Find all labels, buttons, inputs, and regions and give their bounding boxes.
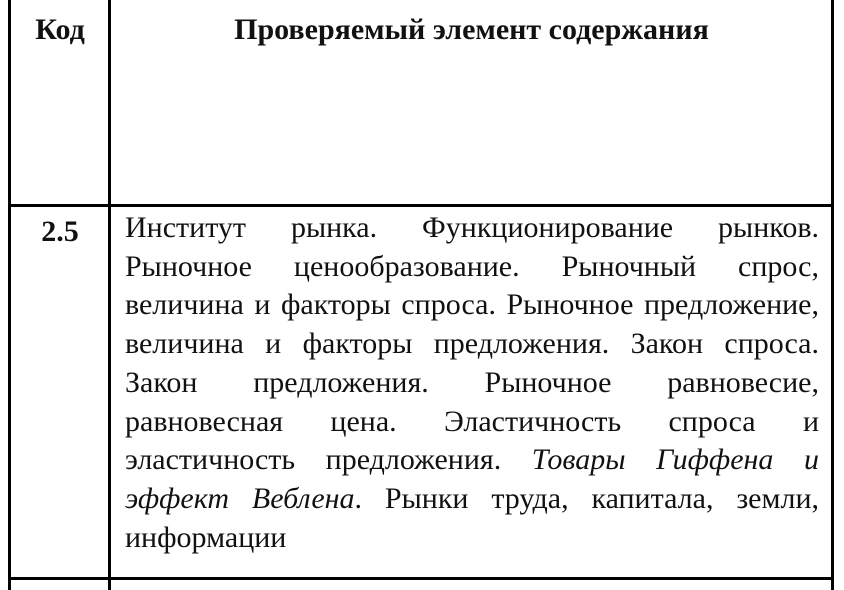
row-code-cell: 2.5 (41, 215, 79, 248)
header-title-cell: Проверяемый элемент содержания (234, 13, 709, 46)
table-border-right (831, 0, 834, 590)
row-content-italic: Товары Гиффена и эффект Веблена (125, 443, 819, 515)
table-border-left (8, 0, 11, 590)
row-content-text-end: . Рынки труда, капитала, земли, информации (125, 481, 819, 554)
row-content-cell (125, 209, 819, 557)
header-code-cell: Код (35, 13, 85, 46)
table-column-divider (108, 0, 111, 590)
table-row-bottom-border (8, 577, 834, 580)
row-content-text: Институт рынка. Функционирование рынков. Рыночное ценообразование. Рыночный спрос, величина и факторы спроса. Рыночное предложение, величина и факторы предложения. Закон спроса. Закон предложения. Рыночное равновесие, равновесная цена. Эластичность спроса и эластичность предложения. (125, 211, 819, 477)
table-header-bottom-border (8, 204, 834, 207)
